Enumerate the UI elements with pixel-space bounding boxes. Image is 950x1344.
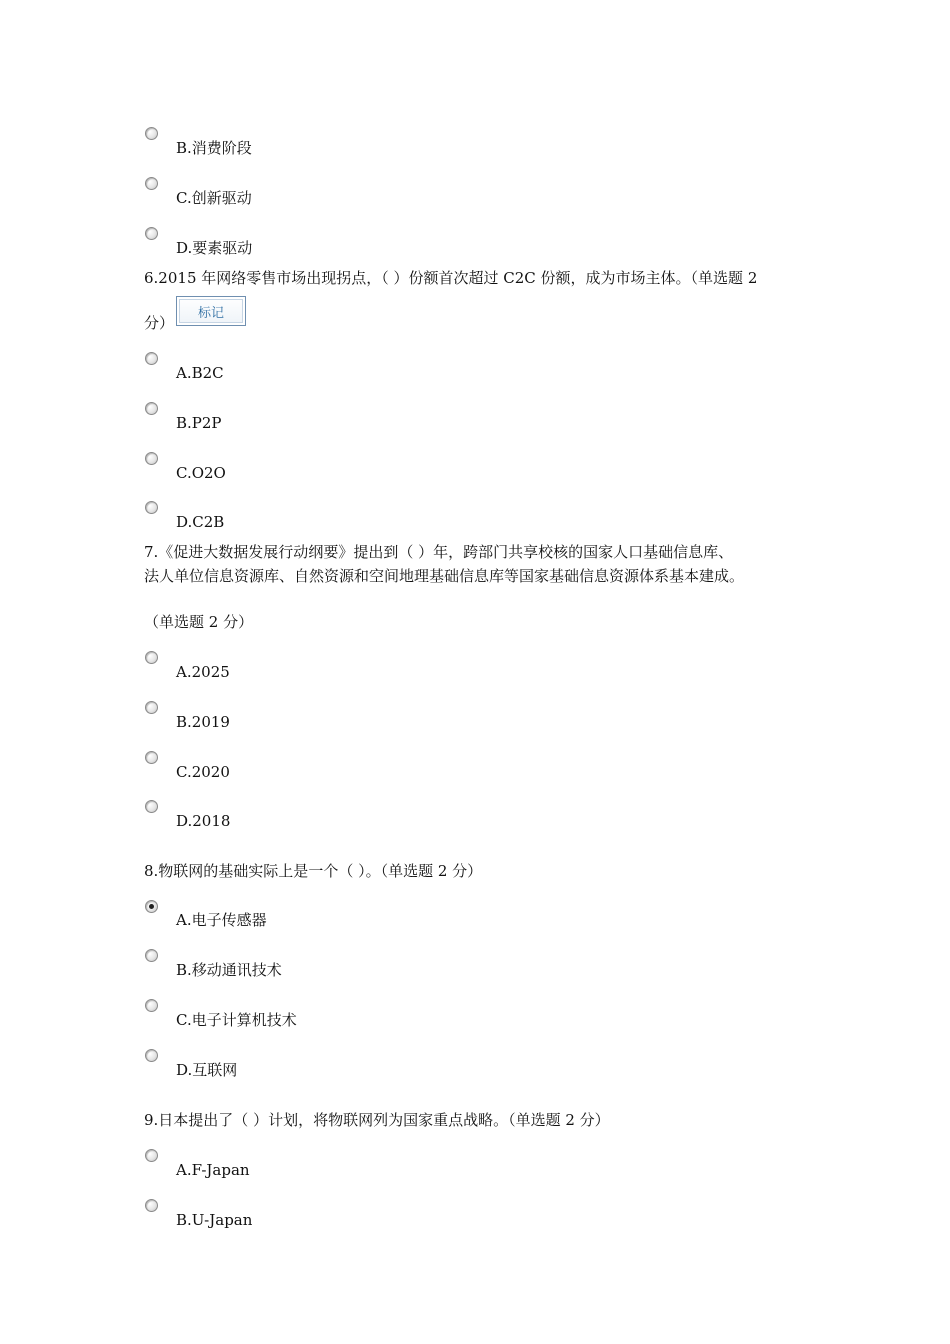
option-label-q6-b: B.P2P [176,414,222,432]
question-7-text: 7.《促进大数据发展行动纲要》提出到（ ）年，跨部门共享校核的国家人口基础信息库、 [144,543,734,561]
option-label-q5-b: B.消费阶段 [176,139,252,157]
radio-q8-a-selected[interactable] [145,900,158,913]
option-label-q8-a: A.电子传感器 [176,911,267,929]
radio-q7-b[interactable] [145,701,158,714]
question-8-text: 8.物联网的基础实际上是一个（ ）。（单选题 2 分） [144,862,483,880]
option-label-q8-c: C.电子计算机技术 [176,1011,297,1029]
radio-q9-b[interactable] [145,1199,158,1212]
option-label-q9-a: A.F-Japan [176,1161,250,1179]
question-9-text: 9.日本提出了（ ）计划，将物联网列为国家重点战略。（单选题 2 分） [144,1111,610,1129]
mark-button[interactable]: 标记 [176,296,246,326]
option-label-q7-a: A.2025 [176,663,230,681]
radio-q8-c[interactable] [145,999,158,1012]
radio-q8-d[interactable] [145,1049,158,1062]
radio-q6-b[interactable] [145,402,158,415]
option-label-q8-d: D.互联网 [176,1061,238,1079]
radio-q5-b[interactable] [145,127,158,140]
radio-q6-c[interactable] [145,452,158,465]
radio-q8-b[interactable] [145,949,158,962]
question-6-text-cont: 分） [144,314,175,332]
option-label-q8-b: B.移动通讯技术 [176,961,282,979]
option-label-q7-d: D.2018 [176,812,231,830]
radio-q6-d[interactable] [145,501,158,514]
option-label-q5-c: C.创新驱动 [176,189,252,207]
radio-q5-c[interactable] [145,177,158,190]
question-6-text: 6.2015 年网络零售市场出现拐点，（ ）份额首次超过 C2C 份额，成为市场主体。（单选题 2 [144,269,758,287]
option-label-q9-b: B.U-Japan [176,1211,253,1229]
radio-q7-c[interactable] [145,751,158,764]
option-label-q6-c: C.O2O [176,464,226,482]
radio-q6-a[interactable] [145,352,158,365]
question-7-text-cont: 法人单位信息资源库、自然资源和空间地理基础信息库等国家基础信息资源体系基本建成。 [144,567,745,585]
radio-q7-a[interactable] [145,651,158,664]
option-label-q6-a: A.B2C [176,364,224,382]
option-label-q7-b: B.2019 [176,713,230,731]
radio-q5-d[interactable] [145,227,158,240]
question-7-type: （单选题 2 分） [144,613,254,631]
radio-q7-d[interactable] [145,800,158,813]
option-label-q6-d: D.C2B [176,513,225,531]
option-label-q5-d: D.要素驱动 [176,239,253,257]
option-label-q7-c: C.2020 [176,763,230,781]
radio-q9-a[interactable] [145,1149,158,1162]
